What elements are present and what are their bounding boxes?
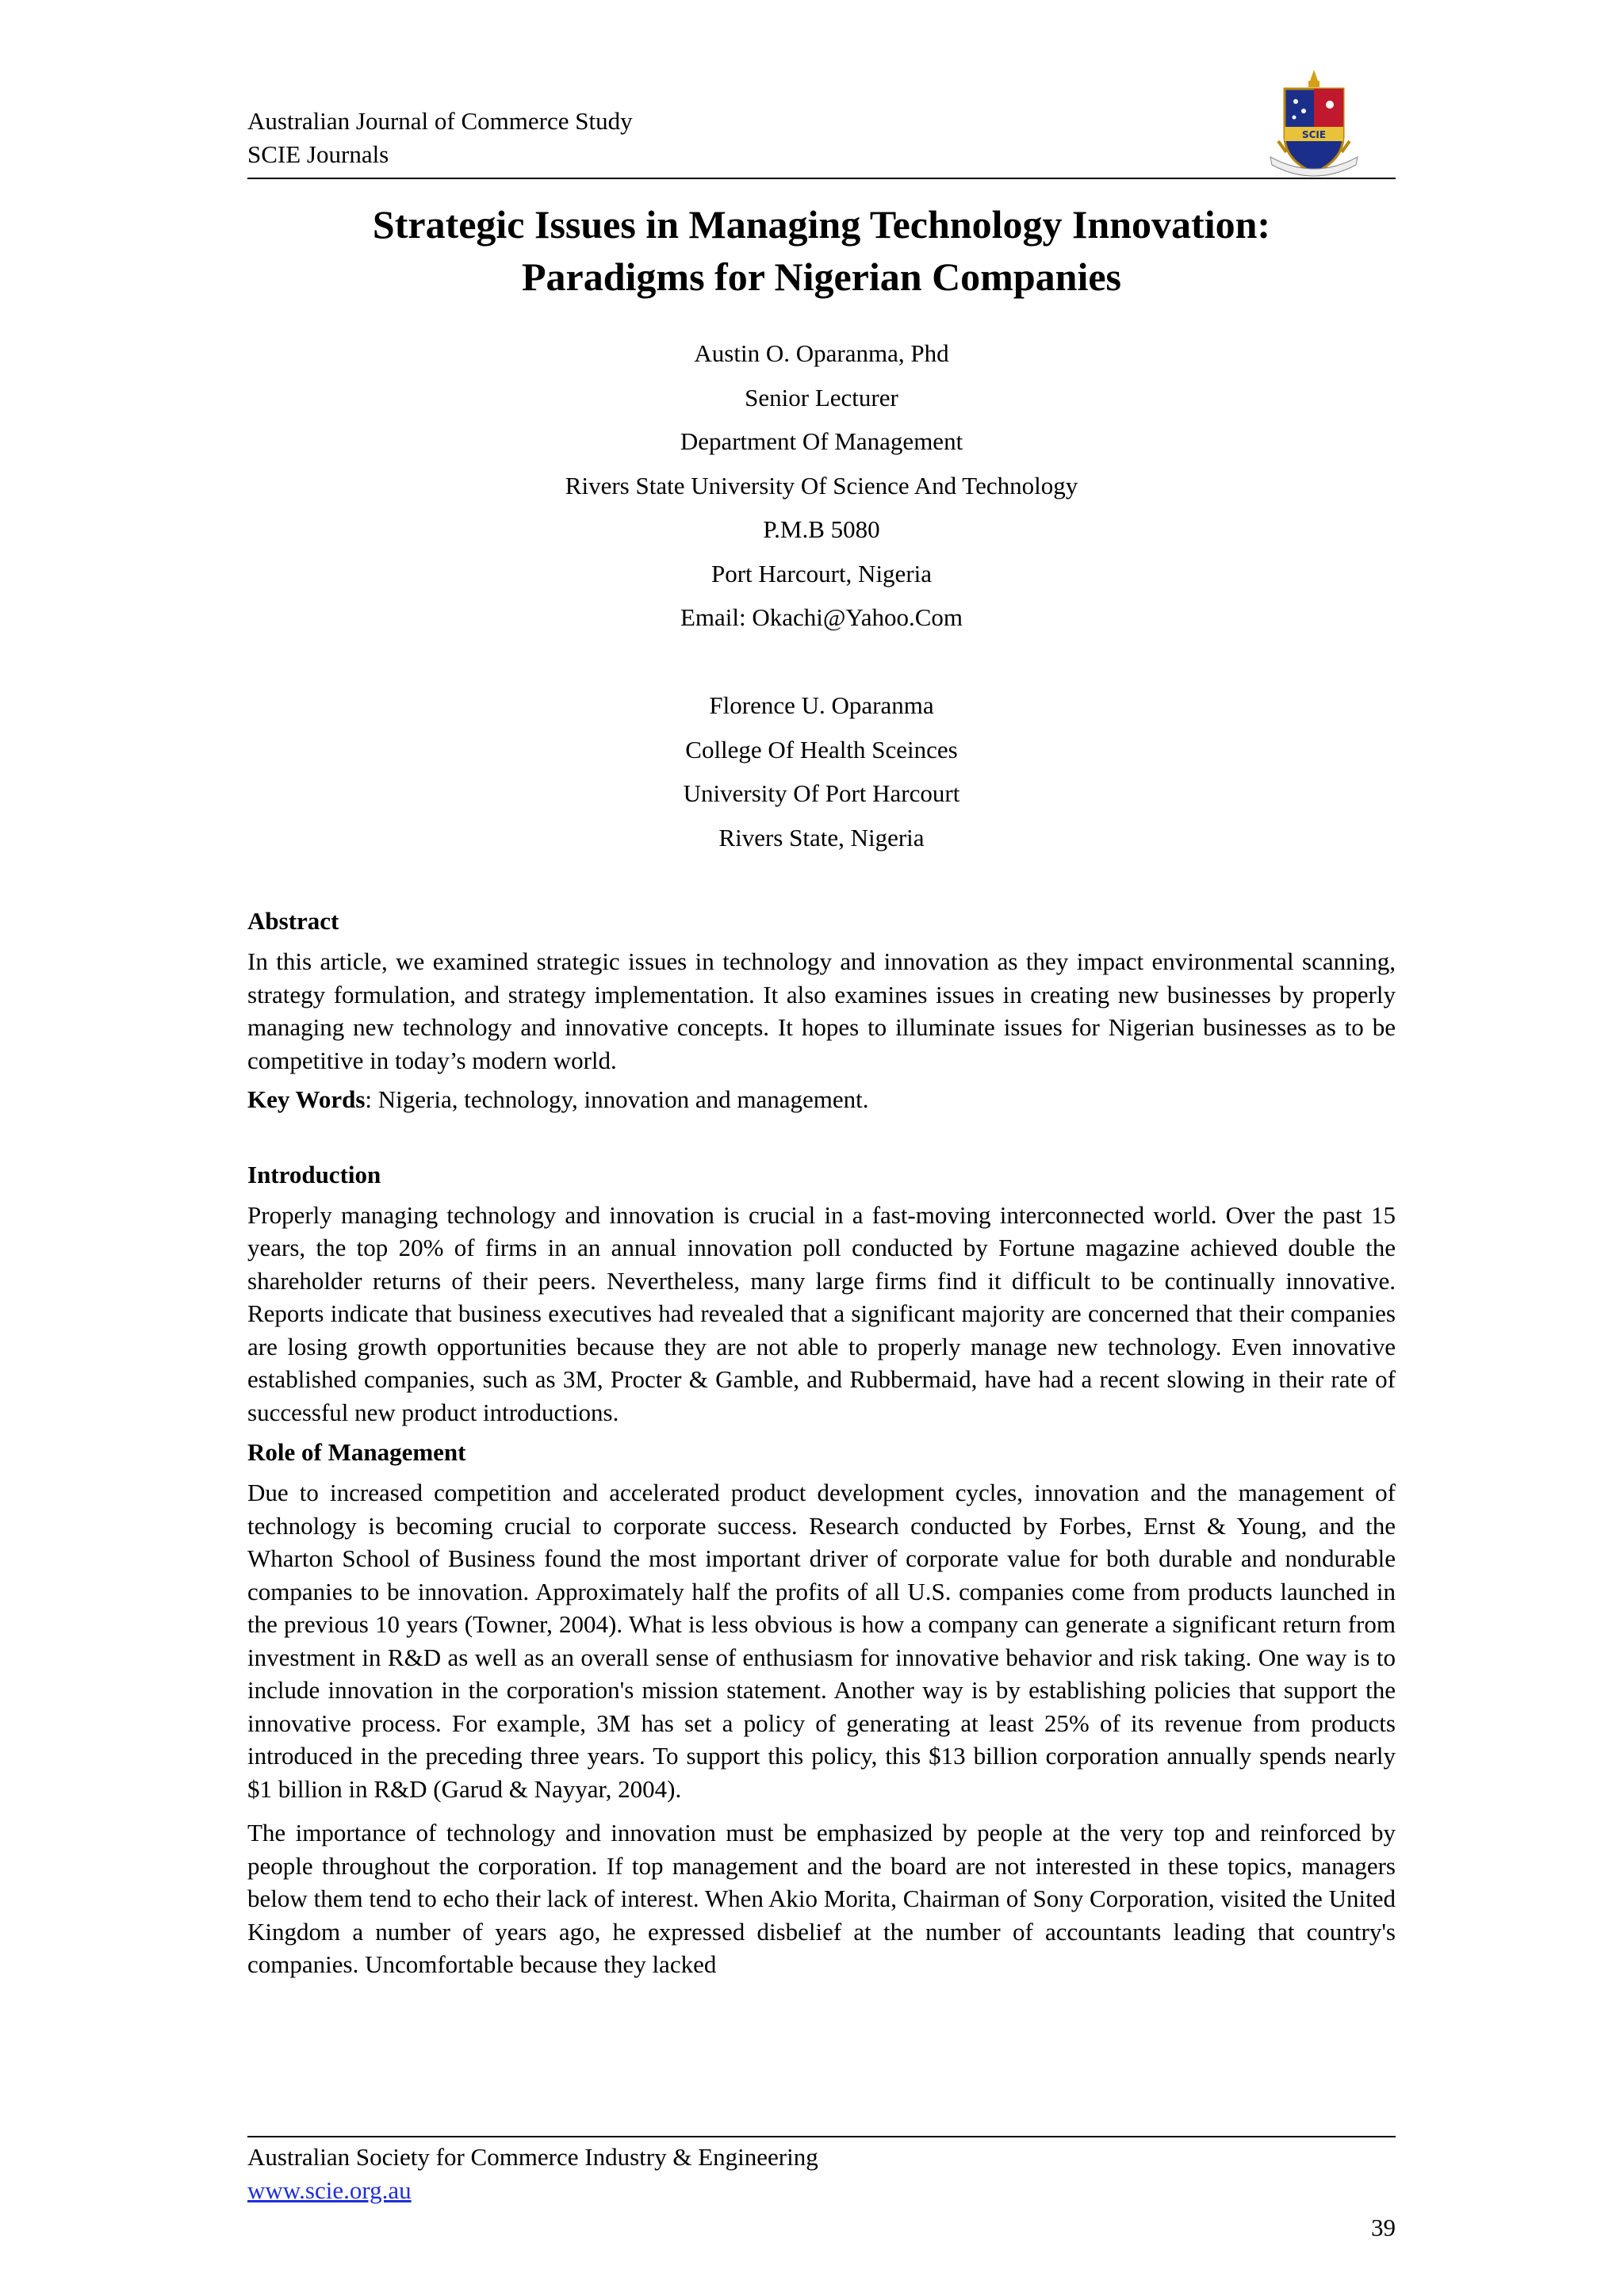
author2-college: College Of Health Sceinces [685, 735, 958, 763]
abstract-text: In this article, we examined strategic issues in technology and innovation as they impact environmental scanning, strategy formulation, and strategy implementation. It also examines issues in creating new businesses by properly managing new technology and innovative concepts. It hopes to illuminate issues for Nigerian businesses as to be competitive in today’s modern world. [247, 947, 1396, 1074]
paper-title [247, 198, 1396, 303]
running-header [247, 105, 1396, 179]
svg-text:SCIE: SCIE [1301, 129, 1327, 140]
title-line-1: Strategic Issues in Managing Technology Innovation: [372, 202, 1271, 247]
author2-name: Florence U. Oparanma [709, 691, 934, 719]
author1-university: Rivers State University Of Science And Technology [565, 471, 1078, 499]
article-body [247, 904, 1396, 1981]
section-gap [247, 1116, 1396, 1158]
author1-position: Senior Lecturer [745, 383, 898, 411]
author1-pmb: P.M.B 5080 [763, 515, 880, 543]
role-paragraph-1: Due to increased competition and accelerated product development cycles, innovation and the management of technology is becoming crucial to corporate success. Research conducted by Forbes, Ernst & Young, and the Wharton School of Business found the most important driver of corporate value for both durable and nondurable companies to be innovation. Approximately half the profits of all U.S. companies come from products launched in the previous 10 years (Towner, 2004). What is less obvious is how a company can generate a significant return from investment in R&D as well as an overall sense of enthusiasm for innovative behavior and risk taking. One way is to include innovation in the corporation's mission statement. Another way is by establishing policies that support the innovative process. For example, 3M has set a policy of generating at least 25% of its revenue from products introduced in the preceding three years. To support this policy, this $13 billion corporation annually spends nearly $1 billion in R&D (Garud & Nayyar, 2004). [247, 1479, 1396, 1803]
page-number: 39 [1371, 2214, 1396, 2241]
journal-name: Australian Journal of Commerce Study [247, 107, 633, 135]
author1-department: Department Of Management [680, 427, 963, 455]
author-block [247, 331, 1396, 859]
author2-university: University Of Port Harcourt [683, 779, 960, 807]
keywords-label: Key Words [247, 1085, 366, 1113]
role-heading: Role of Management [247, 1438, 466, 1466]
publisher-name: SCIE Journals [247, 140, 389, 168]
author1-email: Email: Okachi@Yahoo.Com [680, 603, 963, 631]
role-paragraph-2: The importance of technology and innovation must be emphasized by people at the very top and reinforced by people throughout the corporation. If top management and the board are not interested in these topics, managers below them tend to echo their lack of interest. When Akio Morita, Chairman of Sony Corporation, visited the United Kingdom a number of years ago, he expressed disbelief at the number of accountants leading that country's companies. Uncomfortable because they lacked [247, 1819, 1396, 1978]
author1-city: Port Harcourt, Nigeria [710, 559, 933, 587]
society-name: Australian Society for Commerce Industry & Engineering [247, 2143, 818, 2171]
introduction-heading: Introduction [247, 1160, 381, 1188]
keywords-line [247, 1083, 1396, 1116]
running-footer [247, 2136, 1396, 2207]
author2-location: Rivers State, Nigeria [718, 823, 925, 851]
abstract-heading: Abstract [247, 907, 339, 935]
journal-website-link[interactable]: www.scie.org.au [247, 2176, 412, 2204]
keywords-value: : Nigeria, technology, innovation and management. [365, 1085, 869, 1113]
scie-crest-logo [1254, 63, 1373, 182]
title-line-2: Paradigms for Nigerian Companies [522, 254, 1121, 299]
author1-name: Austin O. Oparanma, Phd [694, 339, 949, 367]
author-spacer [247, 640, 1396, 684]
introduction-text: Properly managing technology and innovation is crucial in a fast-moving interconnected world. Over the past 15 years, the top 20% of firms in an annual innovation poll conducted by Fortune magazine achieved double the shareholder returns of their peers. Nevertheless, many large firms find it difficult to be continually innovative. Reports indicate that business executives had revealed that a significant majority are concerned that their companies are losing growth opportunities because they are not able to properly manage new technology. Even innovative established companies, such as 3M, Procter & Gamble, and Rubbermaid, have had a recent slowing in their rate of successful new product introductions. [247, 1200, 1396, 1426]
